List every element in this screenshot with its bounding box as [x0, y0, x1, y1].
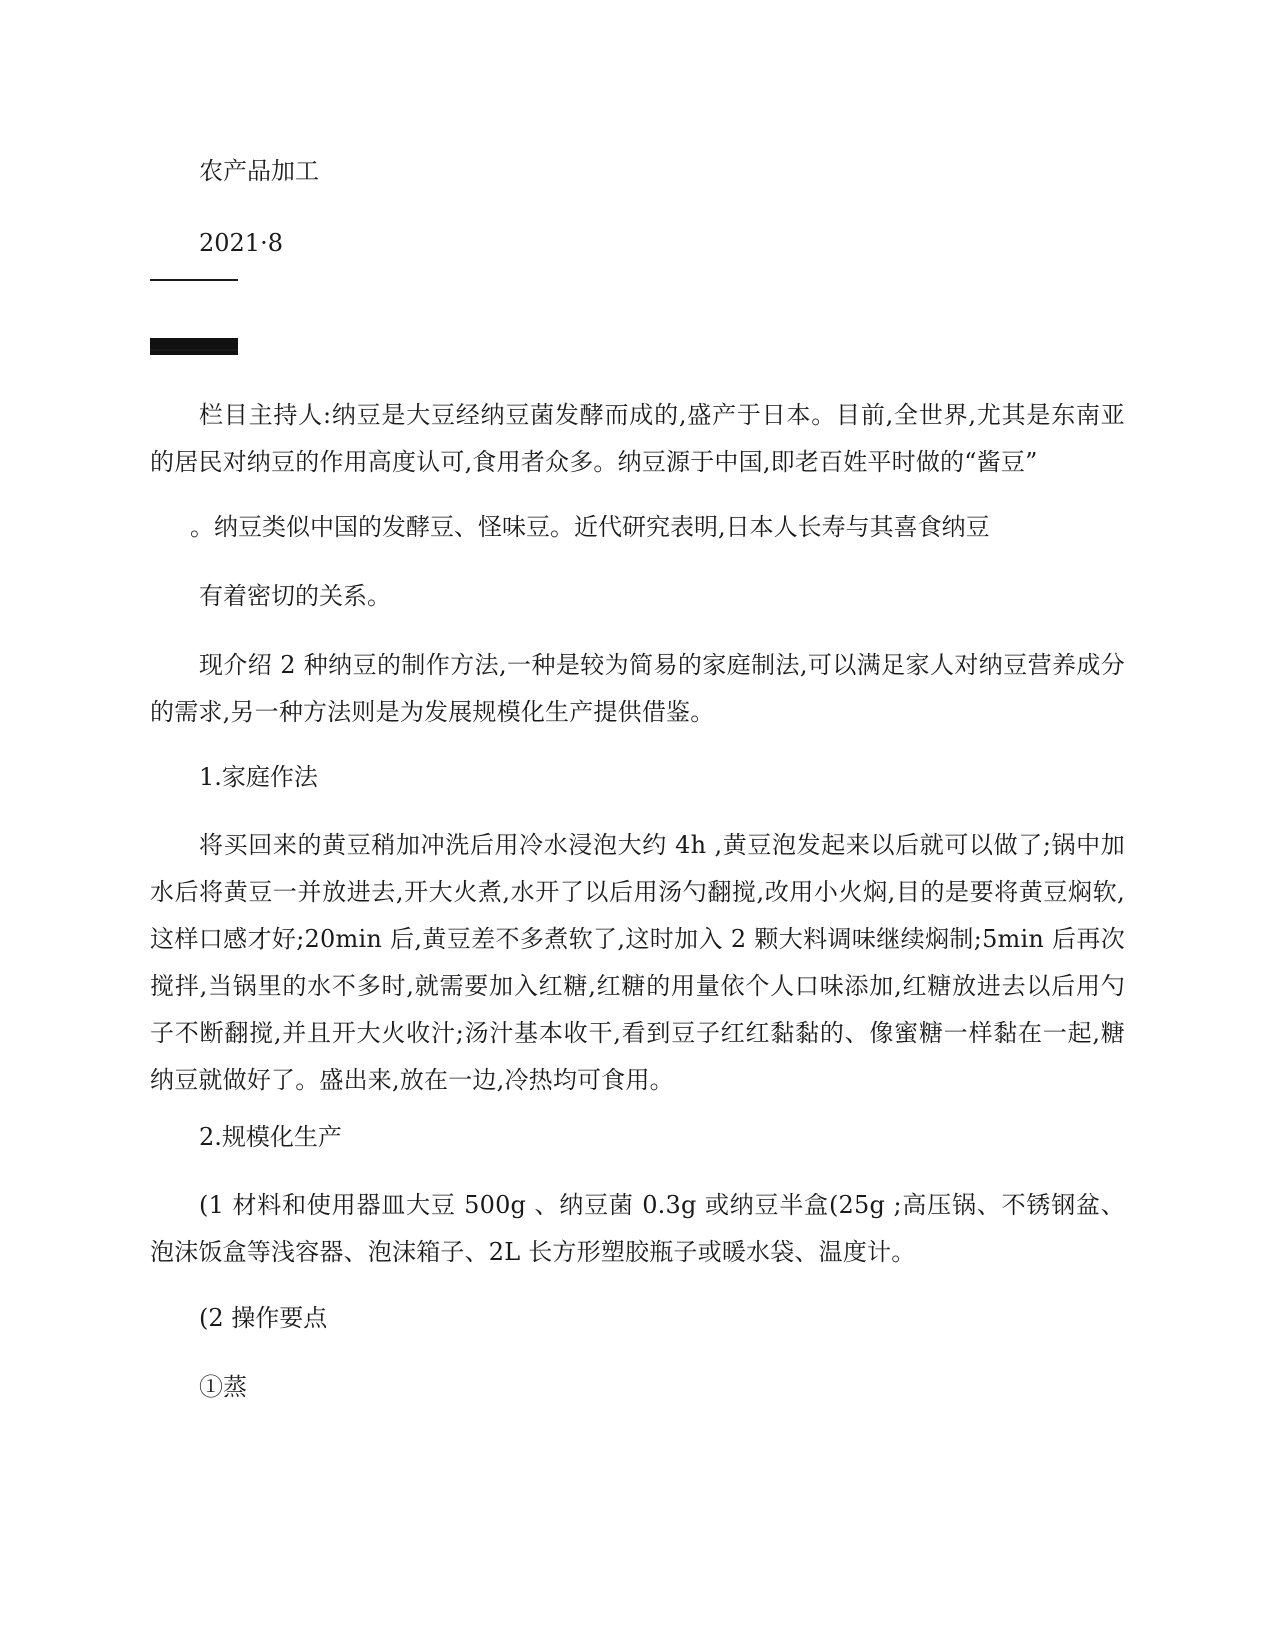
intro-paragraph-part1: 栏目主持人:纳豆是大豆经纳豆菌发酵而成的,盛产于日本。目前,全世界,尤其是东南亚的居民对纳豆的作用高度认可,食用者众多。纳豆源于中国,即老百姓平时做的“酱豆” — [150, 401, 1125, 476]
intro-paragraph-part3: 有着密切的关系。 — [199, 582, 391, 610]
header-top-rule — [150, 279, 238, 281]
materials-paragraph: (1 材料和使用器皿大豆 500g 、纳豆菌 0.3g 或纳豆半盒(25g ;高压锅、不锈钢盆、泡沫饭盒等浅容器、泡沫箱子、2L 长方形塑胶瓶子或暖水袋、温度计。 — [150, 1191, 1125, 1266]
header-bottom-rule — [150, 349, 238, 351]
section1-body: 将买回来的黄豆稍加冲洗后用冷水浸泡大约 4h ,黄豆泡发起来以后就可以做了;锅中加水后将黄豆一并放进去,开大火煮,水开了以后用汤勺翻搅,改用小火焖,目的是要将黄豆焖软,这样口感才好;20min 后,黄豆差不多煮软了,这时加入 2 颗大料调味继续焖制;5min 后再次搅拌,当锅里的水不多时,就需要加入红糖,红糖的用量依个人口味添加,红糖放进去以后用勺子不断翻搅,并且开大火收汁;汤汁基本收干,看到豆子红红黏黏的、像蜜糖一样黏在一起,糖纳豆就做好了。盛出来,放在一边,冷热均可食用。 — [150, 831, 1125, 1094]
step1-heading: ①蒸 — [199, 1373, 247, 1401]
section2-heading: 2.规模化生产 — [199, 1123, 342, 1151]
column-label-bar — [150, 338, 238, 355]
intro-paragraph-part2: 。纳豆类似中国的发酵豆、怪味豆。近代研究表明,日本人长寿与其喜食纳豆 — [190, 513, 990, 541]
issue-date: 2021·8 — [199, 229, 283, 257]
overview-paragraph: 现介绍 2 种纳豆的制作方法,一种是较为简易的家庭制法,可以满足家人对纳豆营养成分的需求,另一种方法则是为发展规模化生产提供借鉴。 — [150, 651, 1125, 726]
section1-heading: 1.家庭作法 — [199, 763, 318, 791]
operation-points-heading: (2 操作要点 — [199, 1304, 328, 1332]
journal-name: 农产品加工 — [199, 157, 319, 185]
